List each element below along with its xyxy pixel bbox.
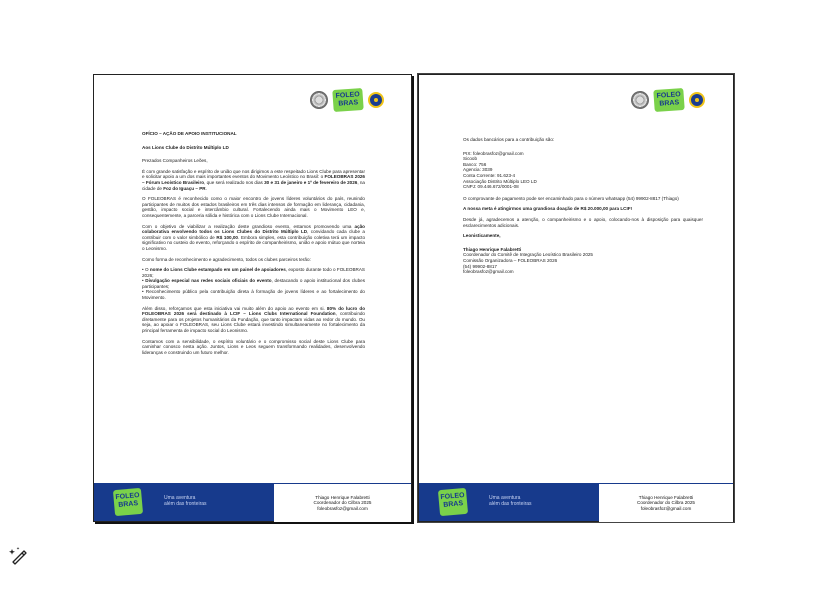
letter-body xyxy=(142,131,365,360)
lions-logo-icon xyxy=(368,92,384,108)
header-logos xyxy=(310,89,384,111)
document-page-2 xyxy=(418,74,734,522)
paragraph-4: Como forma de reconhecimento e agradecimento, todos os clubes parceiros terão: xyxy=(142,256,311,262)
bank-details xyxy=(463,151,703,190)
bank-line: Sicoob xyxy=(463,156,478,162)
footer-email: foleobrasfoz@gmail.com xyxy=(640,505,692,511)
footer-banner xyxy=(419,483,599,521)
footer-signature xyxy=(274,483,411,522)
letter-body-continued xyxy=(463,137,703,275)
paragraph-3: Com o objetivo de viabilizar a realização deste grandioso evento, estamos promovendo uma ação colaborativa envolvendo todos os Lions Clubes do Distrito Múltiplo LD, convidando cada clube a contribuir com o valor simbólico de R$ 100,00. Embora simples, esta contribuição coletiva terá um impacto significativo no custeio do evento, reforçando o espírito de companheirismo, união e apoio mútuo que norteia o Leonismo. xyxy=(142,223,366,251)
benefit-item: • Divulgação especial nas redes sociais oficiais do evento, destacando o apoio institucional dos clubes participantes; xyxy=(142,278,366,289)
benefit-item: • Reconhecimento público pela contribuição direta à formação de jovens líderes e ao fortalecimento do Movimento. xyxy=(142,289,365,301)
seal-logo-icon xyxy=(310,91,328,109)
magic-pen-icon[interactable] xyxy=(8,545,30,567)
footer-role: Coordenador do Cilbra 2025 xyxy=(637,500,695,506)
bank-line: Associação Distrito Múltiplo LEO LD xyxy=(463,178,537,184)
signer-line: Coordenador do Comitê de Integração Leoístico Brasileiro 2025 xyxy=(463,252,593,258)
thanks-paragraph: Desde já, agradecemos a atenção, o companheirismo e o apoio, colocando-nos à disposição para quaisquer esclarecimentos adicionais. xyxy=(463,216,703,228)
letter-recipient: Aos Lions Clube do Distrito Múltiplo LD xyxy=(142,144,229,150)
footer-tagline: Uma aventura além das fronteiras xyxy=(489,495,532,507)
closing: Leonisticamente, xyxy=(463,233,501,239)
bank-intro: Os dados bancários para a contribuição são: xyxy=(463,137,555,142)
signer-line: Comissão Organizadora – FOLEOBRAS 2026 xyxy=(463,257,558,263)
receipt-note: O comprovante de pagamento pode ser encaminhado para o número whatsapp (54) 99902-8817 (Thiago) xyxy=(463,195,679,201)
bank-line: PIX: foleobrasfoz@gmail.com xyxy=(463,150,524,156)
signature-block xyxy=(463,247,703,275)
bank-line: CNPJ: 09.446.672/0001-08 xyxy=(463,184,519,190)
header-logos xyxy=(631,89,705,111)
bank-line: Banco: 756 xyxy=(463,161,487,167)
paragraph-6: Contamos com a sensibilidade, o espírito voluntário e o compromisso social deste Lions Clube para caminhar conosco nesta ação. Juntos, Lions e Leos seguem transformando realidades, desenvolvendo lideranças e construindo um futuro melhor. xyxy=(142,338,365,355)
footer-name: Thiago Henrique Falabretti xyxy=(315,494,370,500)
signer-name: Thiago Henrique Falabretti xyxy=(463,246,522,252)
foleobras-logo: FOLEO BRAS xyxy=(332,88,363,112)
bank-line: Agencia: 3039 xyxy=(463,167,493,173)
signer-line: (54) 99902-8817 xyxy=(463,263,497,269)
paragraph-5: Além disso, reforçamos que esta iniciativa vai muito além do apoio ao evento em si. 80% do lucro do FOLEOBRAS 2026 será destinado à LCIF – Lions Clubs International Foundation, contribuindo diretamente para os projetos humanitários da Fundação, que tanto impactam vidas ao redor do mundo. Ou seja, ao apoiar o FOLEOBRAS, seu Lions Clube estará investindo simultaneamente no fortalecimento da principal ferramenta de impacto social do Leonismo. xyxy=(142,305,365,334)
letter-heading: OFÍCIO – AÇÃO DE APOIO INSTITUCIONAL xyxy=(142,131,237,136)
footer-signature xyxy=(599,483,733,522)
benefits-list xyxy=(142,267,365,301)
benefit-item: • O nome do Lions Clube estampado em um painel de apoiadores, exposto durante todo o FOLEOBRAS 2026; xyxy=(142,267,366,278)
footer-tagline: Uma aventura além das fronteiras xyxy=(164,495,207,507)
footer-banner xyxy=(94,483,274,521)
footer-email: foleobrasfoz@gmail.com xyxy=(317,505,368,511)
footer-foleobras-logo: FOLEO BRAS xyxy=(438,488,468,516)
seal-logo-icon xyxy=(631,91,649,109)
footer-name: Thiago Henrique Falabretti xyxy=(638,494,694,500)
paragraph-2: O FOLEOBRAS é reconhecido como o maior encontro de jovens líderes voluntários do país, reunindo participantes de muitos dos estados brasileiros em três dias intensos de formação em liderança, cidadania, gestão, impacto social e intercâmbio cultural. Fortalecendo ainda mais o Movimento LEO e, consequentemente, a parceria sólida e histórica com o Lions Clube Internacional. xyxy=(142,196,365,218)
foleobras-logo: FOLEO BRAS xyxy=(653,88,684,112)
donation-goal: A nossa meta é atingirmos uma grandiosa doação de R$ 20.000,00 para LCIF! xyxy=(463,206,633,212)
page-footer xyxy=(419,483,733,521)
signer-line: foleobrasfoz@gmail.com xyxy=(463,269,514,275)
lions-logo-icon xyxy=(689,92,705,108)
document-page-1 xyxy=(93,74,412,522)
footer-role: Coordenador do Cilbra 2025 xyxy=(313,500,372,506)
paragraph-1: É com grande satisfação e espírito de união que nos dirigimos a este respeitado Lions Clube para apresentar e solicitar apoio a um dos mais importantes eventos do Movimento Leoístico no Brasil: o FOLEOBRAS 2026 – Fórum Leoístico Brasileiro, que será realizado nos dias 30 e 31 de janeiro e 1º de fevereiro de 2026, na cidade de Foz do Iguaçu – PR. xyxy=(142,168,365,191)
letter-greeting: Prezados Companheiros Leões, xyxy=(142,158,208,164)
footer-foleobras-logo: FOLEO BRAS xyxy=(113,488,143,516)
page-footer xyxy=(94,483,411,521)
bank-line: Conta Corrente: 91.623-4 xyxy=(463,172,516,178)
